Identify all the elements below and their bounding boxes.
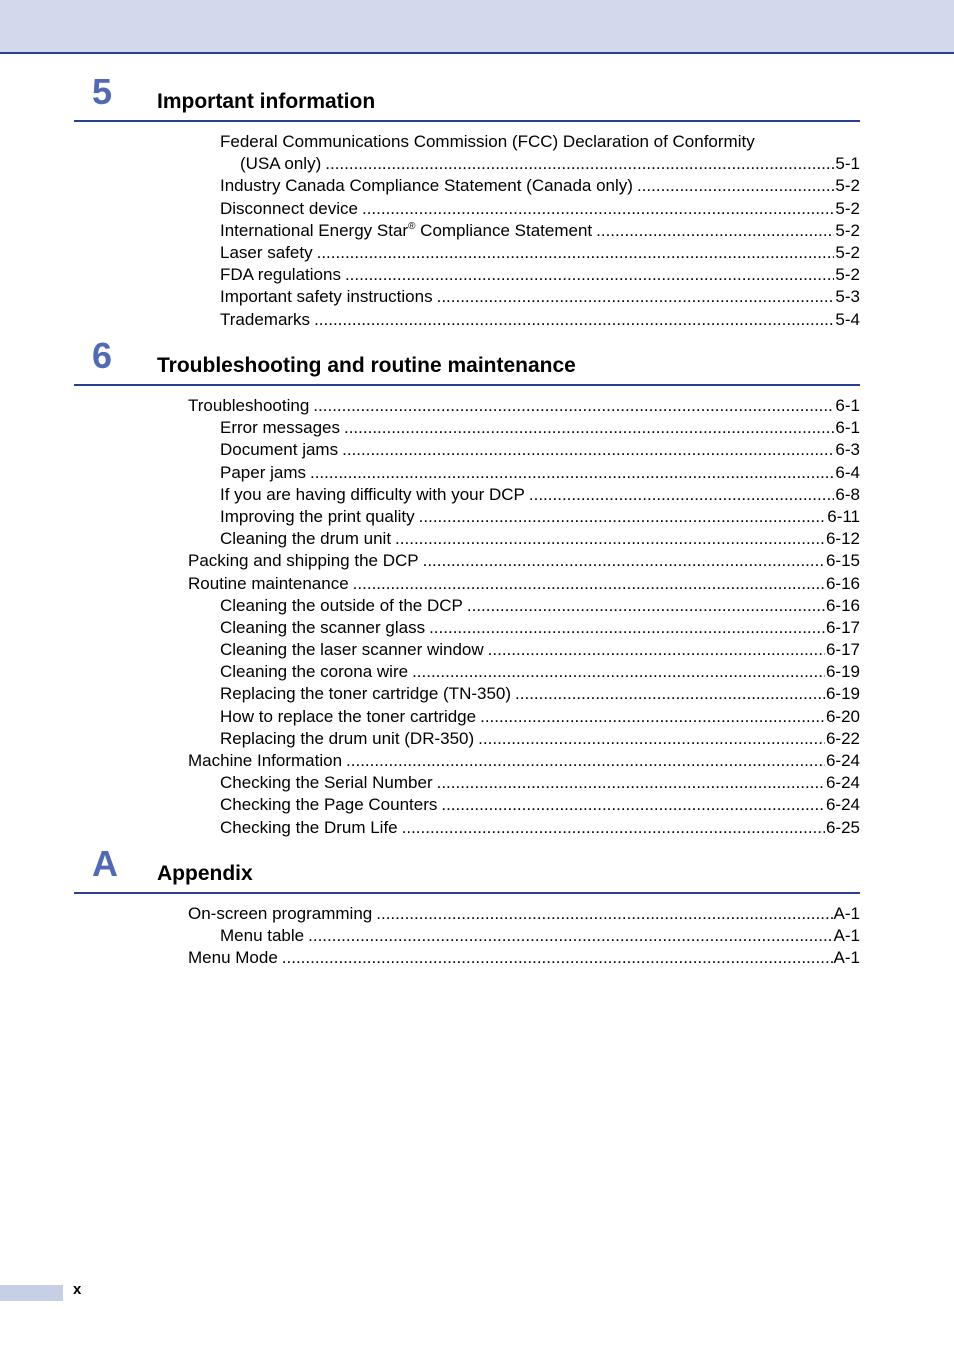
toc-entry-page: 6-17	[825, 640, 860, 660]
dot-leader	[314, 309, 834, 331]
toc-entry[interactable]	[74, 131, 860, 153]
toc-entry[interactable]	[74, 794, 860, 816]
toc-entry-text: Disconnect device	[220, 198, 358, 218]
toc-entry[interactable]	[74, 728, 860, 750]
toc-entry-text: Cleaning the outside of the DCP	[220, 595, 463, 615]
toc-entry-text: Document jams	[220, 440, 339, 460]
toc-entry[interactable]	[74, 947, 860, 969]
toc-entry-page: 5-1	[835, 154, 860, 174]
dot-leader	[362, 198, 834, 220]
toc-entry-page: 6-11	[827, 506, 860, 526]
toc-entry[interactable]	[74, 617, 860, 639]
toc-entry-text: Laser safety	[220, 242, 313, 262]
toc-entry-text: Menu table	[220, 926, 305, 946]
toc-entry-page: 6-17	[825, 617, 860, 637]
toc-entries	[74, 131, 860, 331]
toc-entry-page: 6-22	[825, 728, 860, 748]
toc-entry-text: Error messages	[220, 418, 340, 438]
dot-leader	[488, 639, 825, 661]
toc-entry-text: International Energy Star	[220, 220, 409, 240]
toc-entry[interactable]	[74, 639, 860, 661]
dot-leader	[282, 947, 833, 969]
toc-entry-page: 6-3	[835, 440, 860, 460]
toc-entry-text: Paper jams	[220, 462, 306, 482]
toc-entry[interactable]	[74, 175, 860, 197]
toc-entry-title	[188, 573, 349, 595]
toc-entry[interactable]	[74, 506, 860, 528]
dot-leader	[376, 903, 832, 925]
toc-entry-page: 6-20	[825, 706, 860, 726]
toc-entry-page: 5-2	[835, 265, 860, 285]
chapter-5-section	[74, 70, 860, 331]
footer-band	[0, 1285, 63, 1301]
toc-entry-text: Replacing the toner cartridge (TN-350)	[220, 684, 512, 704]
toc-entry-title	[220, 220, 592, 242]
dot-leader	[515, 683, 825, 705]
dot-leader	[342, 439, 834, 461]
toc-entry-text: Important safety instructions	[220, 287, 433, 307]
dot-leader	[480, 706, 825, 728]
toc-entry-title	[220, 817, 398, 839]
toc-entry-text: How to replace the toner cartridge	[220, 706, 477, 726]
toc-entry-text: Checking the Serial Number	[220, 773, 433, 793]
toc-entry-title	[220, 198, 358, 220]
toc-entry-text: If you are having difficulty with your DCP	[220, 484, 525, 504]
dot-leader	[317, 242, 835, 264]
toc-entry[interactable]	[74, 772, 860, 794]
toc-entry-text: Routine maintenance	[188, 573, 349, 593]
dot-leader	[308, 925, 832, 947]
toc-entry[interactable]	[74, 595, 860, 617]
toc-entry-title	[220, 439, 338, 461]
toc-entry-page: 6-4	[835, 462, 860, 482]
toc-entry-page: A-1	[833, 904, 860, 923]
toc-entry-title	[220, 617, 425, 639]
toc-entry[interactable]	[74, 661, 860, 683]
dot-leader	[402, 817, 825, 839]
toc-entry-page: 6-19	[825, 684, 860, 704]
toc-entry[interactable]	[74, 417, 860, 439]
dot-leader	[529, 484, 835, 506]
toc-entry-text: (USA only)	[240, 154, 322, 174]
toc-entry[interactable]	[74, 462, 860, 484]
toc-entry-title	[220, 242, 313, 264]
toc-entry-text: Industry Canada Compliance Statement (Canada only)	[220, 176, 633, 196]
dot-leader	[353, 573, 825, 595]
toc-entry[interactable]	[74, 439, 860, 461]
chapter-6-section	[74, 334, 860, 839]
page-number: x	[73, 1281, 82, 1298]
header-band	[0, 0, 954, 54]
dot-leader	[437, 286, 835, 308]
toc-entry-title	[188, 903, 372, 925]
toc-entry[interactable]	[74, 683, 860, 705]
chapter-number: 5	[92, 71, 113, 112]
chapter-heading	[74, 334, 860, 386]
dot-leader	[344, 417, 834, 439]
toc-entry-page: 5-3	[835, 287, 860, 307]
toc-entry-title	[220, 661, 408, 683]
toc-entry[interactable]	[74, 286, 860, 308]
toc-entry-text: Improving the print quality	[220, 506, 415, 526]
chapter-title: Important information	[157, 90, 376, 113]
chapter-number: 6	[92, 335, 113, 376]
toc-entry[interactable]	[74, 550, 860, 572]
toc-entries	[74, 395, 860, 839]
toc-entry-title	[220, 706, 476, 728]
toc-entry-page: 6-12	[825, 529, 860, 549]
chapter-heading	[74, 70, 860, 122]
chapter-number: A	[92, 843, 118, 884]
dot-leader	[596, 220, 834, 242]
appendix-section	[74, 842, 860, 970]
toc-entry-page: 6-8	[835, 484, 860, 504]
toc-entry-text: Machine Information	[188, 751, 343, 770]
toc-entry-page: 6-15	[825, 551, 860, 571]
toc-entry-page: 5-2	[835, 198, 860, 218]
toc-entry-page: 5-2	[835, 242, 860, 262]
toc-entry-page: 5-2	[835, 176, 860, 196]
toc-entry-page: A-1	[833, 948, 860, 968]
toc-entry-text: Checking the Drum Life	[220, 817, 398, 837]
toc-entry-text: Trademarks	[220, 309, 311, 329]
toc-entry[interactable]	[74, 153, 860, 175]
toc-entry-page: 6-24	[825, 795, 860, 815]
toc-entry-title	[188, 550, 419, 572]
dot-leader	[429, 617, 825, 639]
toc-entry-text: FDA regulations	[220, 265, 341, 285]
toc-entry[interactable]	[74, 220, 860, 242]
toc-entry-text: Troubleshooting	[188, 396, 310, 415]
dot-leader	[437, 772, 825, 794]
toc-entry-page: A-1	[833, 926, 860, 946]
toc-entry[interactable]	[74, 750, 860, 772]
chapter-title: Appendix	[157, 862, 253, 885]
toc-entry[interactable]	[74, 198, 860, 220]
toc-entries	[74, 903, 860, 970]
toc-entry-page: 6-16	[825, 595, 860, 615]
toc-entry-text: Federal Communications Commission (FCC) Declaration of Conformity	[220, 132, 755, 151]
toc-entry[interactable]	[74, 706, 860, 728]
toc-entry-page: 6-24	[825, 773, 860, 793]
toc-entry-title	[220, 728, 474, 750]
toc-entry[interactable]	[74, 264, 860, 286]
dot-leader	[412, 661, 825, 683]
toc-entry-title	[220, 528, 391, 550]
toc-entry-page: 6-25	[825, 817, 860, 837]
toc-entry-title	[220, 309, 310, 331]
toc-entry-page: 6-19	[825, 662, 860, 682]
registered-mark: ®	[408, 220, 416, 232]
toc-entry-title	[220, 772, 433, 794]
dot-leader	[345, 264, 834, 286]
toc-entry-title	[188, 750, 342, 772]
toc-entry-page: 5-2	[835, 220, 860, 240]
toc-entry-title	[220, 175, 633, 197]
toc-entry-page: 6-24	[825, 751, 860, 770]
toc-entry-title	[188, 947, 278, 969]
toc-entry-title	[220, 286, 433, 308]
dot-leader	[346, 750, 825, 772]
toc-entry-title	[220, 264, 341, 286]
toc-entry-title	[220, 925, 304, 947]
dot-leader	[310, 462, 834, 484]
dot-leader	[423, 550, 825, 572]
dot-leader	[419, 506, 827, 528]
toc-entry-title	[220, 683, 511, 705]
toc-entry-title	[240, 153, 321, 175]
toc-entry-title	[220, 506, 415, 528]
dot-leader	[325, 153, 834, 175]
toc-entry-text-after: Compliance Statement	[415, 220, 593, 240]
toc-entry-title	[220, 595, 463, 617]
toc-entry-text: Cleaning the laser scanner window	[220, 640, 484, 660]
toc-entry-title	[220, 794, 437, 816]
toc-entry-page: 6-1	[835, 418, 860, 438]
toc-entry-title	[220, 484, 525, 506]
chapter-title: Troubleshooting and routine maintenance	[157, 354, 576, 377]
toc-entry[interactable]	[74, 817, 860, 839]
toc-entry[interactable]	[74, 925, 860, 947]
toc-entry-text: Checking the Page Counters	[220, 795, 438, 815]
toc-entry[interactable]	[74, 484, 860, 506]
toc-entry[interactable]	[74, 309, 860, 331]
toc-entry-title	[220, 131, 755, 153]
toc-entry-page: 5-4	[835, 309, 860, 329]
toc-entry-title	[220, 417, 340, 439]
dot-leader	[313, 395, 834, 417]
dot-leader	[637, 175, 834, 197]
toc-entry-page: 6-1	[835, 396, 860, 415]
toc-entry-text: Packing and shipping the DCP	[188, 551, 419, 571]
toc-entry-page: 6-16	[825, 573, 860, 593]
toc-entry-title	[220, 639, 484, 661]
toc-entry[interactable]	[74, 242, 860, 264]
dot-leader	[441, 794, 825, 816]
toc-entry-text: Cleaning the corona wire	[220, 662, 409, 682]
toc-entry-text: On-screen programming	[188, 904, 373, 923]
toc-entry-text: Cleaning the drum unit	[220, 529, 392, 549]
toc-entry-text: Cleaning the scanner glass	[220, 617, 426, 637]
toc-entry[interactable]	[74, 528, 860, 550]
toc-entry-text: Replacing the drum unit (DR-350)	[220, 728, 475, 748]
toc-entry-title	[188, 395, 309, 417]
toc-entry-title	[220, 462, 306, 484]
dot-leader	[478, 728, 825, 750]
toc-entry[interactable]	[74, 573, 860, 595]
chapter-heading	[74, 842, 860, 894]
toc-entry[interactable]	[74, 395, 860, 417]
toc-entry-text: Menu Mode	[188, 948, 278, 968]
dot-leader	[395, 528, 825, 550]
toc-entry[interactable]	[74, 903, 860, 925]
dot-leader	[467, 595, 825, 617]
